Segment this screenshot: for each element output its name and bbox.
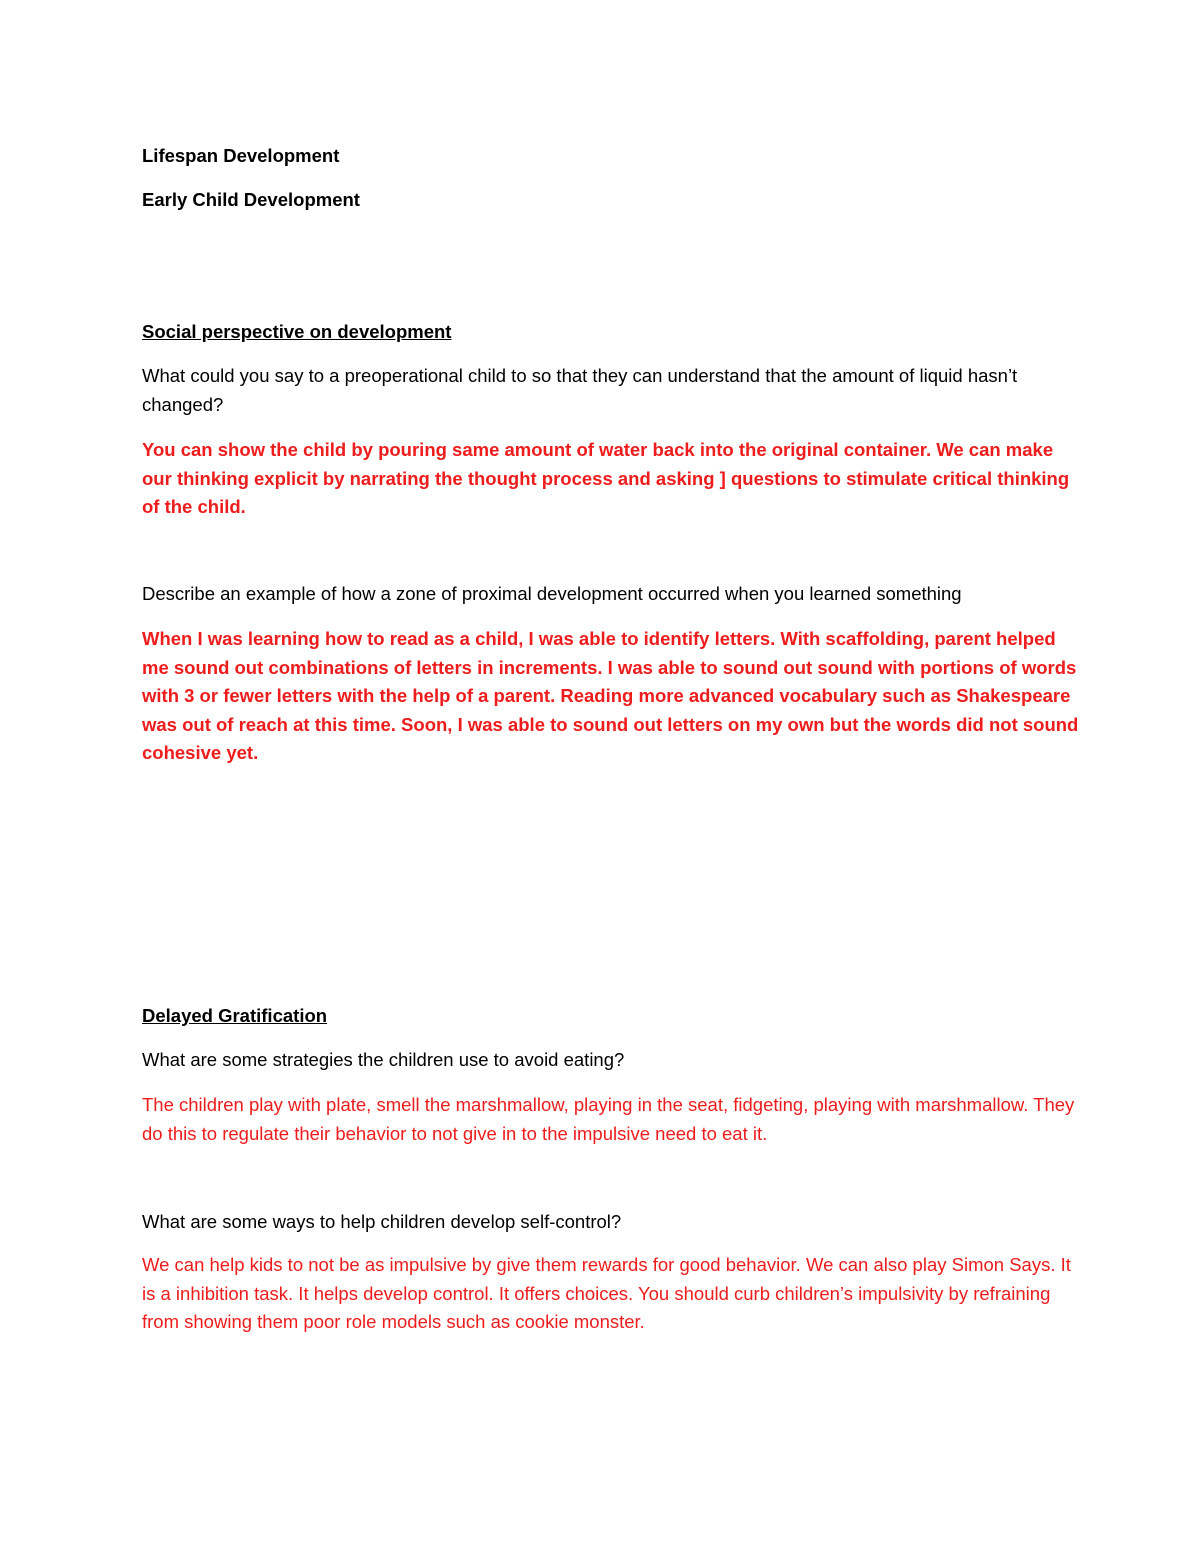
question-zpd: Describe an example of how a zone of proximal development occurred when you learned something bbox=[142, 583, 962, 604]
section-heading-social: Social perspective on development bbox=[142, 321, 452, 342]
course-title: Lifespan Development bbox=[142, 145, 340, 166]
question-strategies: What are some strategies the children use to avoid eating? bbox=[142, 1049, 625, 1070]
section-heading-gratification: Delayed Gratification bbox=[142, 1005, 328, 1026]
answer-strategies: The children play with plate, smell the marshmallow, playing in the seat, fidgeting, playing with marshmallow. They do this to regulate their behavior to not give in to the impulsive need to eat it. bbox=[142, 1094, 1075, 1144]
question-preoperational: What could you say to a preoperational child to so that they can understand that the amount of liquid hasn’t changed? bbox=[142, 365, 1018, 415]
answer-self-control: We can help kids to not be as impulsive by give them rewards for good behavior. We can also play Simon Says. It is a inhibition task. It helps develop control. It offers choices. You should curb children’s impulsivity by refraining from showing them poor role models such as cookie monster. bbox=[142, 1254, 1071, 1332]
answer-preoperational: You can show the child by pouring same amount of water back into the original container. We can make our thinking explicit by narrating the thought process and asking ] questions to stimulate critical thinking of the child. bbox=[142, 439, 1070, 517]
question-self-control: What are some ways to help children develop self-control? bbox=[142, 1211, 622, 1232]
topic-title: Early Child Development bbox=[142, 189, 360, 210]
answer-zpd: When I was learning how to read as a child, I was able to identify letters. With scaffolding, parent helped me sound out combinations of letters in increments. I was able to sound out sound with portions of words with 3 or fewer letters with the help of a parent. Reading more advanced vocabulary such as Shakespeare was out of reach at this time. Soon, I was able to sound out letters on my own but the words did not sound cohesive yet. bbox=[142, 628, 1079, 763]
